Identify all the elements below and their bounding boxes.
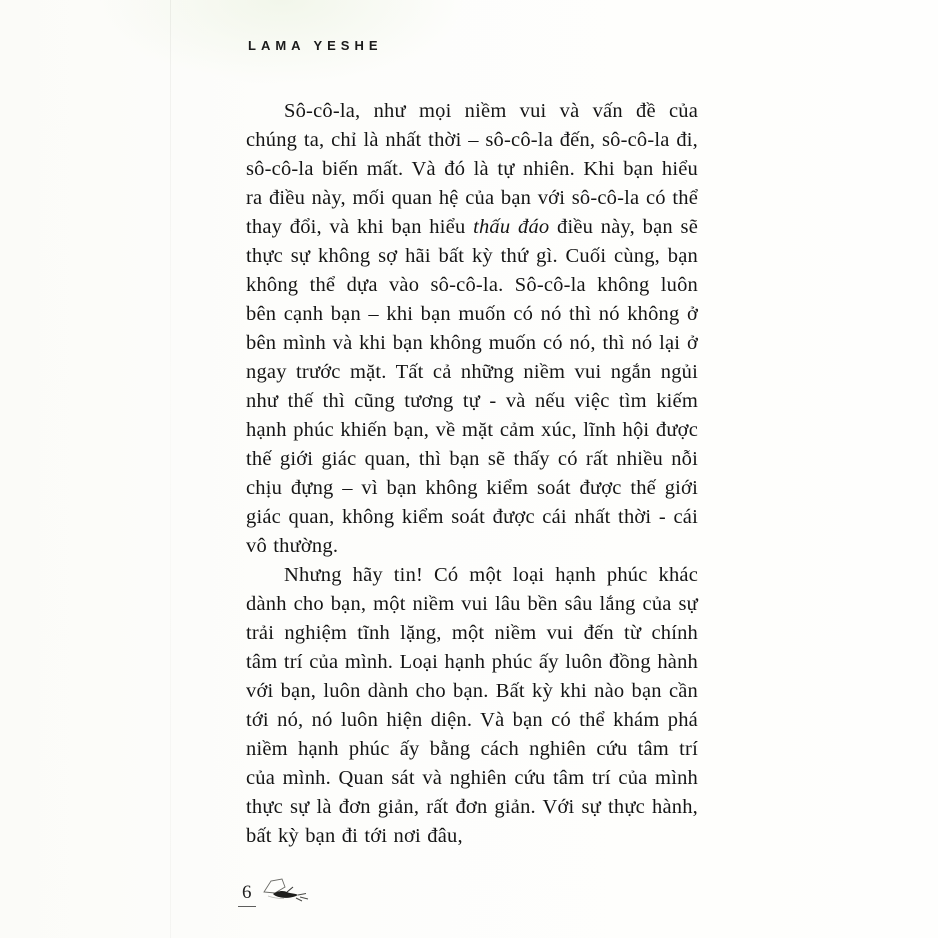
running-header: LAMA YESHE bbox=[248, 38, 383, 53]
paragraph-text: điều này, bạn sẽ thực sự không sợ hãi bất kỳ thứ gì. Cuối cùng, bạn không thể dựa vào sô-cô-la. Sô-cô-la không luôn bên cạnh bạn – khi bạn muốn có nó thì nó không ở bên mình và khi bạn không muốn có nó, thì nó lại ở ngay trước mặt. Tất cả những niềm vui ngắn ngủi như thế thì cũng tương tự - và nếu việc tìm kiếm hạnh phúc khiến bạn, về mặt cảm xúc, lĩnh hội được thế giới giác quan, thì bạn sẽ thấy có rất nhiều nỗi chịu đựng – vì bạn không kiểm soát được thế giới giác quan, không kiểm soát được cái nhất thời - cái vô thường. bbox=[246, 216, 699, 557]
page-footer bbox=[238, 872, 316, 907]
paragraph-italic-phrase: thấu đáo bbox=[473, 216, 550, 238]
page-edge-shadow bbox=[170, 0, 171, 938]
page-number: 6 bbox=[238, 882, 256, 907]
paragraph-text: Sô-cô-la, như mọi niềm vui và vấn đề của chúng ta, chỉ là nhất thời – sô-cô-la đến, sô-cô-la đi, sô-cô-la biến mất. Và đó là tự nhiên. Khi bạn hiểu ra điều này, mối quan hệ của bạn với sô-cô-la có thể thay đổi, và khi bạn hiểu bbox=[246, 100, 698, 238]
ink-sketch-icon bbox=[256, 876, 314, 911]
paragraph bbox=[246, 97, 698, 561]
body-text bbox=[246, 97, 698, 851]
paragraph: Nhưng hãy tin! Có một loại hạnh phúc khác dành cho bạn, một niềm vui lâu bền sâu lắng của sự trải nghiệm tĩnh lặng, một niềm vui đến từ chính tâm trí của mình. Loại hạnh phúc ấy luôn đồng hành với bạn, luôn dành cho bạn. Bất kỳ khi nào bạn cần tới nó, nó luôn hiện diện. Và bạn có thể khám phá niềm hạnh phúc ấy bằng cách nghiên cứu tâm trí của mình. Quan sát và nghiên cứu tâm trí của mình thực sự là đơn giản, rất đơn giản. Với sự thực hành, bất kỳ bạn đi tới nơi đâu, bbox=[246, 564, 698, 847]
